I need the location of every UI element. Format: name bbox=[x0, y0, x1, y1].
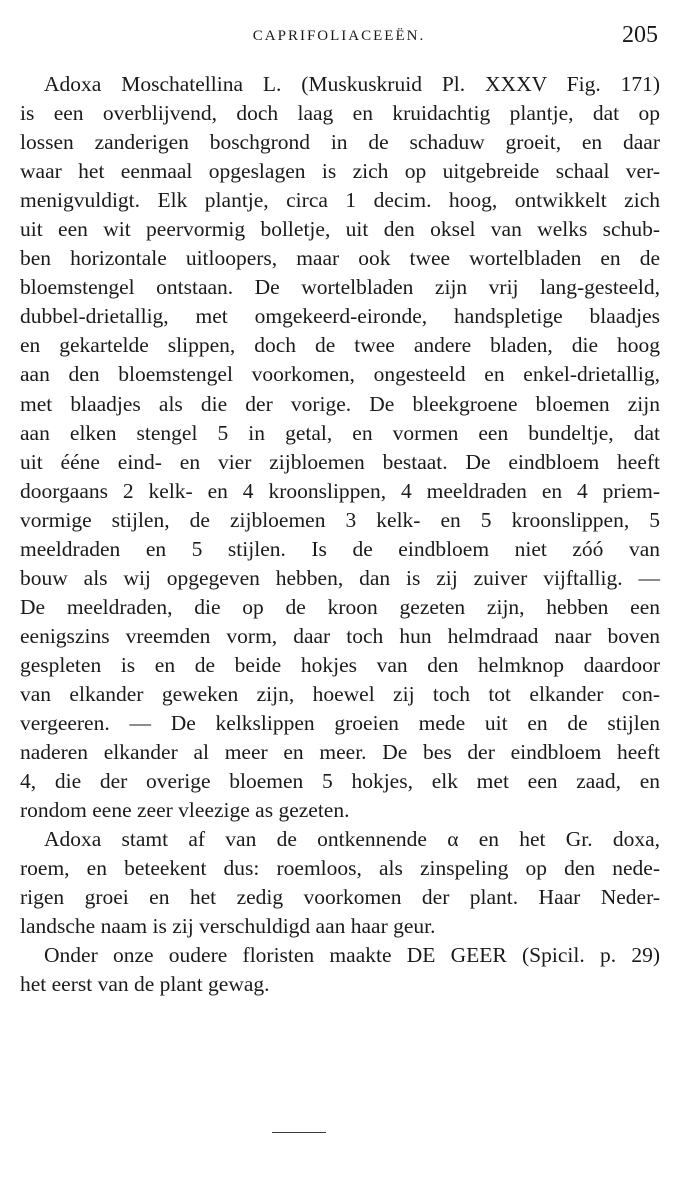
paragraph-etymology bbox=[20, 825, 660, 941]
text-line: uit ééne eind- en vier zijbloemen bestaat. De eindbloem heeft bbox=[20, 449, 660, 474]
text-line: waar het eenmaal opgeslagen is zich op uitgebreide schaal ver- bbox=[20, 159, 660, 184]
running-head: CAPRIFOLIACEEËN. bbox=[252, 28, 426, 44]
text-line: bouw als wij opgegeven hebben, dan is zij zuiver vijftallig. — bbox=[20, 565, 660, 590]
text-line: uit een wit peervormig bolletje, uit den oksel van welks schub- bbox=[20, 217, 660, 242]
text-line: doorgaans 2 kelk- en 4 kroonslippen, 4 meeldraden en 4 priem- bbox=[20, 478, 660, 503]
text-line: gespleten is en de beide hokjes van den helmknop daardoor bbox=[20, 652, 660, 677]
text-line: aan elken stengel 5 in getal, en vormen een bundeltje, dat bbox=[20, 420, 660, 445]
text-line: naderen elkander al meer en meer. De bes der eindbloem heeft bbox=[20, 740, 660, 765]
text-line: rigen groei en het zedig voorkomen der plant. Haar Neder- bbox=[20, 885, 660, 910]
text-line: ben horizontale uitloopers, maar ook twee wortelbladen en de bbox=[20, 246, 660, 271]
text-line: van elkander geweken zijn, hoewel zij toch tot elkander con- bbox=[20, 681, 660, 706]
text-line: dubbel-drietallig, met omgekeerd-eironde, handspletige blaadjes bbox=[20, 304, 660, 329]
page-number: 205 bbox=[622, 22, 658, 48]
text-line: landsche naam is zij verschuldigd aan haar geur. bbox=[20, 914, 436, 939]
text-line: met blaadjes als die der vorige. De bleekgroene bloemen zijn bbox=[20, 391, 660, 416]
paragraph-adoxa-description bbox=[20, 70, 660, 825]
text-line: De meeldraden, die op de kroon gezeten zijn, hebben een bbox=[20, 594, 660, 619]
text-line: en gekartelde slippen, doch de twee andere bladen, die hoog bbox=[20, 333, 660, 358]
text-line: roem, en beteekent dus: roemloos, als zinspeling op den nede- bbox=[20, 856, 660, 881]
text-line: bloemstengel ontstaan. De wortelbladen zijn vrij lang-gesteeld, bbox=[20, 275, 660, 300]
text-line: het eerst van de plant gewag. bbox=[20, 972, 270, 997]
section-end-rule bbox=[272, 1132, 326, 1133]
body-text bbox=[20, 70, 660, 1000]
text-line: Onder onze oudere floristen maakte DE GEER (Spicil. p. 29) bbox=[44, 943, 660, 968]
text-line: is een overblijvend, doch laag en kruidachtig plantje, dat op bbox=[20, 101, 660, 126]
text-line: rondom eene zeer vleezige as gezeten. bbox=[20, 798, 350, 823]
text-line: vergeeren. — De kelkslippen groeien mede uit en de stijlen bbox=[20, 711, 660, 736]
text-line: Adoxa Moschatellina L. (Muskuskruid Pl. XXXV Fig. 171) bbox=[44, 72, 660, 96]
paragraph-history bbox=[20, 941, 660, 999]
text-line: lossen zanderigen boschgrond in de schaduw groeit, en daar bbox=[20, 130, 660, 155]
text-line: eenigszins vreemden vorm, daar toch hun helmdraad naar boven bbox=[20, 623, 660, 648]
page-header bbox=[0, 22, 678, 52]
text-line: aan den bloemstengel voorkomen, ongesteeld en enkel-drietallig, bbox=[20, 362, 660, 387]
text-line: Adoxa stamt af van de ontkennende α en het Gr. doxa, bbox=[44, 827, 660, 852]
text-line: vormige stijlen, de zijbloemen 3 kelk- en 5 kroonslippen, 5 bbox=[20, 507, 660, 532]
text-line: menigvuldigt. Elk plantje, circa 1 decim. hoog, ontwikkelt zich bbox=[20, 188, 660, 213]
text-line: 4, die der overige bloemen 5 hokjes, elk met een zaad, en bbox=[20, 769, 660, 794]
text-line: meeldraden en 5 stijlen. Is de eindbloem niet zóó van bbox=[20, 536, 660, 561]
